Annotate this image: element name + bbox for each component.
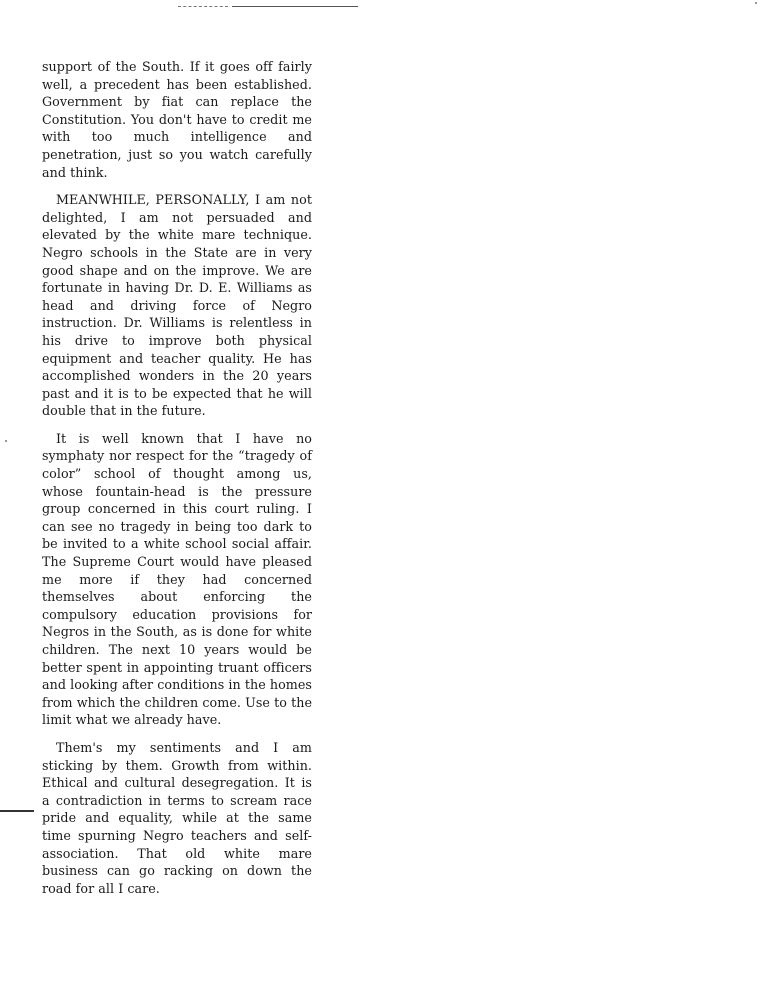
top-scan-artifact-right	[232, 6, 358, 7]
paragraph-3: It is well known that I have no symphaty nor respect for the “tragedy of color” school of thought among us, whose fountain-head is the pressure group concerned in this court ruling. I can see no tragedy in being too dark to be invited to a white school social affair. The Supreme Court would have pleased me more if they had concerned themselves about enforcing the compulsory education provisions for Negros in the South, as is done for white children. The next 10 years would be better spent in appointing truant officers and looking after conditions in the homes from which the children come. Use to the limit what we already have.	[42, 430, 312, 728]
paragraph-1: support of the South. If it goes off fairly well, a precedent has been established. Government by fiat can replace the Constitution. You don't have to credit me with too much intelligence and penetration, just so you watch carefully and think.	[42, 59, 312, 180]
top-scan-artifact-left	[178, 6, 228, 7]
article-column	[42, 58, 312, 907]
corner-speck	[755, 2, 757, 4]
bottom-rule-artifact	[0, 810, 34, 812]
paragraph-2: MEANWHILE, PERSONALLY, I am not delighted, I am not persuaded and elevated by the white mare technique. Negro schools in the State are in very good shape and on the improve. We are fortunate in having Dr. D. E. Williams as head and driving force of Negro instruction. Dr. Williams is relentless in his drive to improve both physical equipment and teacher quality. He has accomplished wonders in the 20 years past and it is to be expected that he will double that in the future.	[42, 192, 312, 419]
margin-speck	[5, 440, 7, 442]
paragraph-4: Them's my sentiments and I am sticking by them. Growth from within. Ethical and cultural desegregation. It is a contradiction in terms to scream race pride and equality, while at the same time spurning Negro teachers and self-association. That old white mare business can go racking on down the road for all I care.	[42, 739, 312, 896]
